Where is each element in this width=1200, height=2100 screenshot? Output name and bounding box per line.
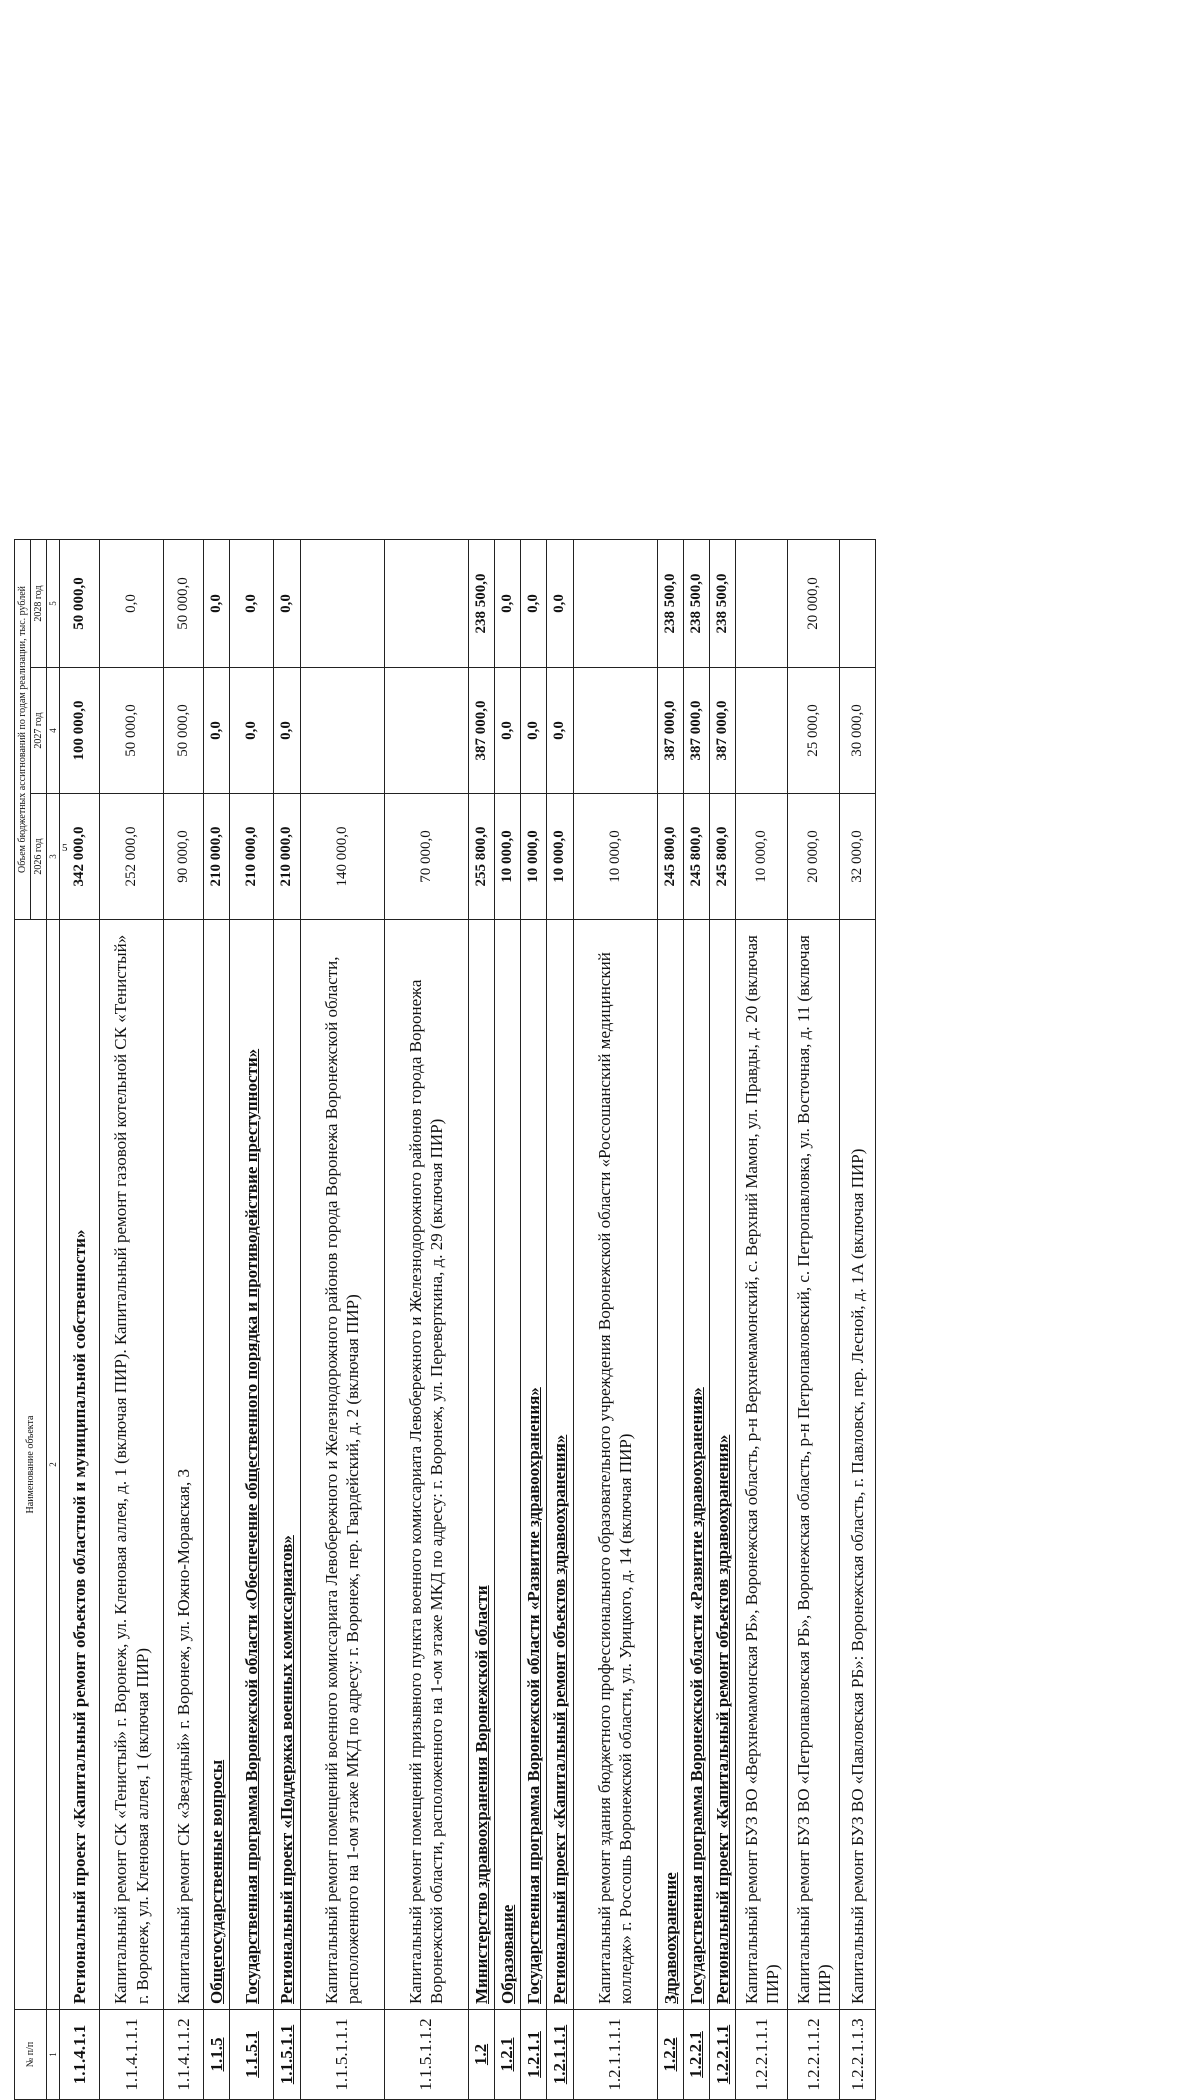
header-index: 2 xyxy=(47,920,60,2010)
page-number: 5 xyxy=(62,842,68,854)
header-name: Наименование объекта xyxy=(15,920,47,2010)
row-value-2028 xyxy=(840,540,876,668)
header-index: 3 xyxy=(47,794,60,920)
row-value-2027: 387 000,0 xyxy=(468,668,494,794)
budget-table xyxy=(14,539,876,2100)
row-name: Капитальный ремонт помещений призывного пункта военного комиссариата Левобережного и Железнодорожного районов города Воронежа Воронежской области, расположенного на 1-ом этаже МКД по адресу: г. Воронеж, ул. Переверткина, д. 29 (включая ПИР) xyxy=(384,920,468,2010)
row-number: 1.2.2 xyxy=(657,2010,683,2100)
row-name: Капитальный ремонт СК «Тенистый» г. Воронеж, ул. Кленовая аллея, д. 1 (включая ПИР). Капитальный ремонт газовой котельной СК «Тенистый» г. Воронеж, ул. Кленовая аллея, 1 (включая ПИР) xyxy=(100,920,164,2010)
row-value-2026: 210 000,0 xyxy=(230,794,274,920)
row-number: 1.2.1 xyxy=(494,2010,520,2100)
row-number: 1.2.1.1 xyxy=(521,2010,547,2100)
row-value-2026: 245 800,0 xyxy=(683,794,709,920)
row-value-2027: 387 000,0 xyxy=(683,668,709,794)
row-name: Образование xyxy=(494,920,520,2010)
row-value-2028 xyxy=(300,540,384,668)
row-number: 1.2 xyxy=(468,2010,494,2100)
row-value-2028: 238 500,0 xyxy=(683,540,709,668)
row-name: Капитальный ремонт помещений военного комиссариата Левобережного и Железнодорожного районов города Воронежа Воронежской области, расположенного на 1-ом этаже МКД по адресу: г. Воронеж, пер. Гвардейский, д. 2 (включая ПИР) xyxy=(300,920,384,2010)
table-row xyxy=(736,540,788,2100)
header-year-2028: 2028 год xyxy=(31,540,47,668)
table-row xyxy=(494,540,520,2100)
row-value-2026: 90 000,0 xyxy=(164,794,204,920)
row-value-2027: 0,0 xyxy=(547,668,573,794)
row-value-2028 xyxy=(736,540,788,668)
row-number: 1.2.2.1.1.2 xyxy=(788,2010,840,2100)
row-number: 1.2.2.1.1.3 xyxy=(840,2010,876,2100)
table-row xyxy=(788,540,840,2100)
table-row xyxy=(60,540,100,2100)
row-value-2028: 0,0 xyxy=(521,540,547,668)
row-number: 1.1.5.1.1 xyxy=(274,2010,300,2100)
table-row xyxy=(683,540,709,2100)
header-year-2026: 2026 год xyxy=(31,794,47,920)
table-row xyxy=(164,540,204,2100)
row-value-2027: 0,0 xyxy=(204,668,230,794)
row-value-2027: 30 000,0 xyxy=(840,668,876,794)
row-value-2027: 0,0 xyxy=(521,668,547,794)
header-num: № п/п xyxy=(15,2010,47,2100)
row-value-2028: 0,0 xyxy=(100,540,164,668)
row-value-2026: 70 000,0 xyxy=(384,794,468,920)
table-row xyxy=(384,540,468,2100)
row-name: Министерство здравоохранения Воронежской области xyxy=(468,920,494,2010)
row-value-2026: 10 000,0 xyxy=(494,794,520,920)
row-name: Региональный проект «Капитальный ремонт объектов здравоохранения» xyxy=(547,920,573,2010)
table-row xyxy=(100,540,164,2100)
row-name: Капитальный ремонт БУЗ ВО «Павловская РБ»: Воронежская область, г. Павловск, пер. Лесной, д. 1А (включая ПИР) xyxy=(840,920,876,2010)
header-group: Объем бюджетных ассигнований по годам реализации, тыс. рублей xyxy=(15,540,31,920)
row-value-2026: 245 800,0 xyxy=(710,794,736,920)
row-value-2027: 387 000,0 xyxy=(657,668,683,794)
row-value-2028 xyxy=(573,540,657,668)
row-value-2028: 238 500,0 xyxy=(657,540,683,668)
row-number: 1.1.5 xyxy=(204,2010,230,2100)
row-number: 1.1.5.1.1.1 xyxy=(300,2010,384,2100)
row-name: Государственная программа Воронежской области «Обеспечение общественного порядка и противодействие преступности» xyxy=(230,920,274,2010)
budget-table-rotated xyxy=(14,540,1054,2100)
header-index: 4 xyxy=(47,668,60,794)
header-index: 5 xyxy=(47,540,60,668)
row-value-2026: 210 000,0 xyxy=(274,794,300,920)
row-number: 1.2.2.1.1.1 xyxy=(736,2010,788,2100)
row-value-2028: 238 500,0 xyxy=(468,540,494,668)
row-name: Государственная программа Воронежской области «Развитие здравоохранения» xyxy=(521,920,547,2010)
row-number: 1.2.2.1 xyxy=(683,2010,709,2100)
row-name: Региональный проект «Капитальный ремонт объектов областной и муниципальной собственности» xyxy=(60,920,100,2010)
row-value-2028: 0,0 xyxy=(274,540,300,668)
row-value-2028: 0,0 xyxy=(494,540,520,668)
row-value-2027 xyxy=(736,668,788,794)
row-value-2027: 25 000,0 xyxy=(788,668,840,794)
row-value-2027: 0,0 xyxy=(494,668,520,794)
row-value-2028: 0,0 xyxy=(230,540,274,668)
table-row xyxy=(840,540,876,2100)
row-value-2028: 20 000,0 xyxy=(788,540,840,668)
row-name: Капитальный ремонт БУЗ ВО «Петропавловская РБ», Воронежская область, р-н Петропавловский, с. Петропавловка, ул. Восточная, д. 11 (включая ПИР) xyxy=(788,920,840,2010)
row-value-2026: 10 000,0 xyxy=(521,794,547,920)
row-name: Капитальный ремонт здания бюджетного профессионального образовательного учреждения Воронежской области «Россошанский медицинский колледж» г. Россошь Воронежской области, ул. Урицкого, д. 14 (включая ПИР) xyxy=(573,920,657,2010)
row-name: Государственная программа Воронежской области «Развитие здравоохранения» xyxy=(683,920,709,2010)
row-value-2027: 387 000,0 xyxy=(710,668,736,794)
row-value-2028 xyxy=(384,540,468,668)
row-value-2027: 0,0 xyxy=(274,668,300,794)
row-number: 1.2.2.1.1 xyxy=(710,2010,736,2100)
row-value-2026: 255 800,0 xyxy=(468,794,494,920)
row-value-2026: 32 000,0 xyxy=(840,794,876,920)
row-number: 1.1.4.1.1.1 xyxy=(100,2010,164,2100)
table-row xyxy=(547,540,573,2100)
header-year-2027: 2027 год xyxy=(31,668,47,794)
row-name: Капитальный ремонт БУЗ ВО «Верхнемамонская РБ», Воронежская область, р-н Верхнемамонский, с. Верхний Мамон, ул. Правды, д. 20 (включая ПИР) xyxy=(736,920,788,2010)
row-number: 1.1.5.1 xyxy=(230,2010,274,2100)
row-value-2026: 210 000,0 xyxy=(204,794,230,920)
row-value-2027: 100 000,0 xyxy=(60,668,100,794)
row-value-2027: 50 000,0 xyxy=(100,668,164,794)
row-value-2026: 10 000,0 xyxy=(573,794,657,920)
row-name: Здравоохранение xyxy=(657,920,683,2010)
row-value-2026: 20 000,0 xyxy=(788,794,840,920)
row-value-2026: 245 800,0 xyxy=(657,794,683,920)
table-row xyxy=(204,540,230,2100)
row-value-2026: 252 000,0 xyxy=(100,794,164,920)
row-number: 1.1.4.1.1.2 xyxy=(164,2010,204,2100)
row-value-2028: 50 000,0 xyxy=(60,540,100,668)
row-value-2027: 50 000,0 xyxy=(164,668,204,794)
row-value-2028: 0,0 xyxy=(547,540,573,668)
row-value-2028: 50 000,0 xyxy=(164,540,204,668)
row-value-2026: 10 000,0 xyxy=(736,794,788,920)
table-body xyxy=(60,540,876,2100)
row-name: Общегосударственные вопросы xyxy=(204,920,230,2010)
row-value-2028: 0,0 xyxy=(204,540,230,668)
table-row xyxy=(468,540,494,2100)
table-row xyxy=(300,540,384,2100)
table-row xyxy=(710,540,736,2100)
row-value-2026: 342 000,0 xyxy=(60,794,100,920)
row-value-2027 xyxy=(384,668,468,794)
row-value-2027 xyxy=(300,668,384,794)
row-value-2027: 0,0 xyxy=(230,668,274,794)
row-value-2026: 140 000,0 xyxy=(300,794,384,920)
row-number: 1.2.1.1.1 xyxy=(547,2010,573,2100)
table-row xyxy=(274,540,300,2100)
row-value-2028: 238 500,0 xyxy=(710,540,736,668)
table-row xyxy=(573,540,657,2100)
row-value-2027 xyxy=(573,668,657,794)
table-row xyxy=(521,540,547,2100)
header-index: 1 xyxy=(47,2010,60,2100)
table-row xyxy=(230,540,274,2100)
row-number: 1.1.4.1.1 xyxy=(60,2010,100,2100)
table-row xyxy=(657,540,683,2100)
row-number: 1.2.1.1.1.1 xyxy=(573,2010,657,2100)
row-name: Капитальный ремонт СК «Звездный» г. Воронеж, ул. Южно-Моравская, 3 xyxy=(164,920,204,2010)
row-name: Региональный проект «Поддержка военных комиссариатов» xyxy=(274,920,300,2010)
row-value-2026: 10 000,0 xyxy=(547,794,573,920)
row-number: 1.1.5.1.1.2 xyxy=(384,2010,468,2100)
row-name: Региональный проект «Капитальный ремонт объектов здравоохранения» xyxy=(710,920,736,2010)
